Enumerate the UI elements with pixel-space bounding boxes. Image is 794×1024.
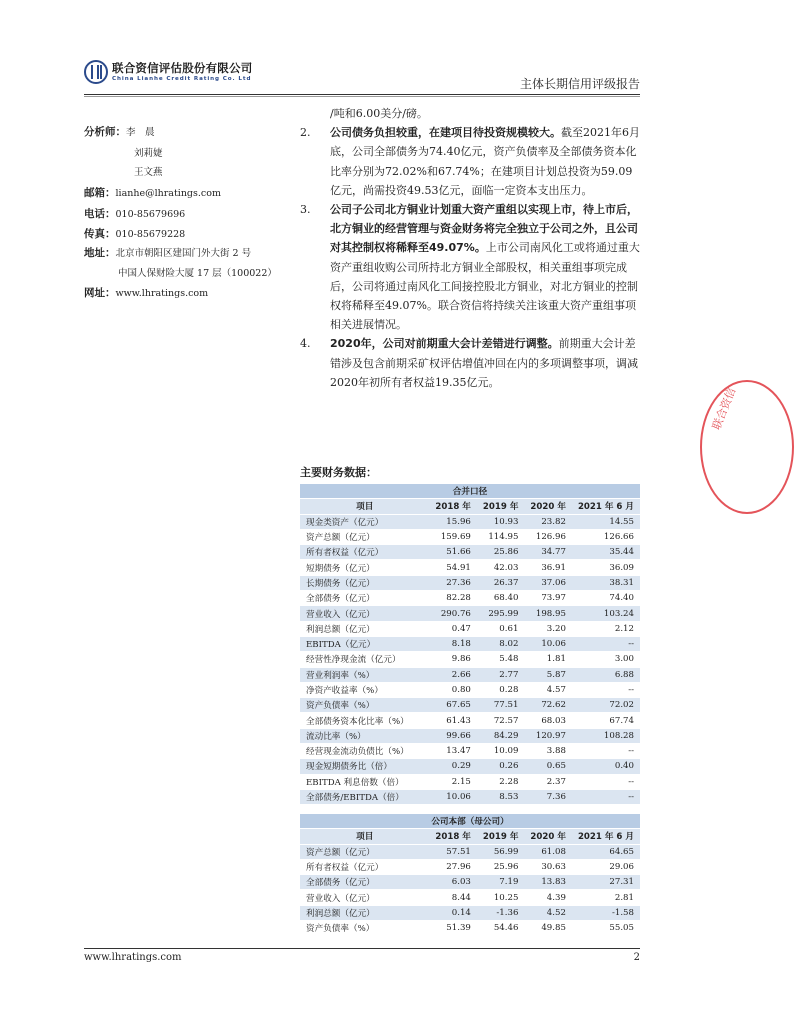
table-row — [300, 667, 640, 682]
row-label: 营业收入（亿元） — [300, 890, 429, 905]
row-label: 现金类资产（亿元） — [300, 514, 429, 529]
cell-value: 126.66 — [572, 529, 640, 544]
column-header: 2019 年 — [477, 499, 525, 514]
column-header: 项目 — [300, 829, 429, 844]
analyst-row-1 — [84, 124, 155, 139]
email-row — [84, 185, 221, 200]
row-label: 净资产收益率（%） — [300, 682, 429, 697]
cell-value: 25.96 — [477, 859, 525, 874]
item-number: 4. — [300, 337, 311, 351]
company-seal-stamp — [700, 380, 794, 514]
cell-value: 99.66 — [429, 728, 477, 743]
analyst-name: 王文燕 — [134, 167, 163, 178]
cell-value: 0.26 — [477, 759, 525, 774]
cell-value: 73.97 — [524, 591, 572, 606]
analyst-name: 刘莉婕 — [134, 148, 163, 159]
cell-value: -1.36 — [477, 905, 525, 920]
table-row — [300, 728, 640, 743]
table-row — [300, 905, 640, 920]
cell-value: 108.28 — [572, 728, 640, 743]
cell-value: 68.03 — [524, 713, 572, 728]
column-header: 2021 年 6 月 — [572, 829, 640, 844]
header-divider-thin — [84, 96, 640, 97]
continued-text: /吨和6.00美分/磅。 — [330, 107, 428, 120]
row-label: 全部债务（亿元） — [300, 875, 429, 890]
cell-value: 7.36 — [524, 789, 572, 804]
cell-value: 51.39 — [429, 921, 477, 936]
cell-value: 13.83 — [524, 875, 572, 890]
item-number: 3. — [300, 203, 311, 217]
cell-value: 30.63 — [524, 859, 572, 874]
footer-divider — [84, 948, 640, 949]
cell-value: 67.74 — [572, 713, 640, 728]
cell-value: 4.57 — [524, 682, 572, 697]
cell-value: 27.36 — [429, 575, 477, 590]
row-label: 流动比率（%） — [300, 728, 429, 743]
cell-value: 6.03 — [429, 875, 477, 890]
analyst-name: 李 晨 — [126, 127, 155, 138]
cell-value: -- — [572, 682, 640, 697]
email-link[interactable]: lianhe@lhratings.com — [115, 188, 221, 199]
cell-value: 15.96 — [429, 514, 477, 529]
cell-value: 3.00 — [572, 652, 640, 667]
cell-value: 0.65 — [524, 759, 572, 774]
analyst-label: 分析师： — [84, 126, 126, 138]
cell-value: 57.51 — [429, 844, 477, 859]
table-row — [300, 698, 640, 713]
cell-value: 2.81 — [572, 890, 640, 905]
cell-value: 0.14 — [429, 905, 477, 920]
cell-value: 68.40 — [477, 591, 525, 606]
cell-value: 0.47 — [429, 621, 477, 636]
company-name-en: China Lianhe Credit Rating Co. Ltd — [112, 76, 252, 82]
cell-value: 38.31 — [572, 575, 640, 590]
cell-value: 67.65 — [429, 698, 477, 713]
address-line-1: 北京市朝阳区建国门外大街 2 号 — [115, 248, 252, 259]
row-label: 资产负债率（%） — [300, 698, 429, 713]
cell-value: 2.37 — [524, 774, 572, 789]
table-row — [300, 682, 640, 697]
table-row — [300, 844, 640, 859]
cell-value: 103.24 — [572, 606, 640, 621]
risk-list — [300, 104, 640, 392]
row-label: 资产负债率（%） — [300, 921, 429, 936]
row-label: 短期债务（亿元） — [300, 560, 429, 575]
row-label: EBITDA 利息倍数（倍） — [300, 774, 429, 789]
cell-value: 5.48 — [477, 652, 525, 667]
row-label: 经营现金流动负债比（%） — [300, 744, 429, 759]
cell-value: 8.44 — [429, 890, 477, 905]
cell-value: 8.53 — [477, 789, 525, 804]
cell-value: 8.18 — [429, 636, 477, 651]
cell-value: 8.02 — [477, 636, 525, 651]
table-row — [300, 789, 640, 804]
page-number: 2 — [633, 952, 640, 963]
table-row — [300, 529, 640, 544]
cell-value: 55.05 — [572, 921, 640, 936]
item-number: 2. — [300, 126, 311, 140]
cell-value: 72.02 — [572, 698, 640, 713]
cell-value: 10.93 — [477, 514, 525, 529]
address-row — [84, 245, 251, 260]
cell-value: 3.88 — [524, 744, 572, 759]
company-logo-icon — [84, 60, 108, 84]
cell-value: 2.28 — [477, 774, 525, 789]
table-row — [300, 652, 640, 667]
cell-value: 0.40 — [572, 759, 640, 774]
column-header: 2021 年 6 月 — [572, 499, 640, 514]
cell-value: 36.91 — [524, 560, 572, 575]
cell-value: 10.06 — [524, 636, 572, 651]
row-label: 资产总额（亿元） — [300, 844, 429, 859]
table-row — [300, 591, 640, 606]
financial-data-title: 主要财务数据： — [300, 466, 377, 479]
consolidated-table — [300, 484, 640, 805]
row-label: 利润总额（亿元） — [300, 905, 429, 920]
cell-value: 14.55 — [572, 514, 640, 529]
cell-value: 61.08 — [524, 844, 572, 859]
cell-value: -- — [572, 789, 640, 804]
cell-value: 27.96 — [429, 859, 477, 874]
cell-value: 26.37 — [477, 575, 525, 590]
phone-row — [84, 206, 185, 221]
cell-value: 126.96 — [524, 529, 572, 544]
row-label: 资产总额（亿元） — [300, 529, 429, 544]
row-label: 所有者权益（亿元） — [300, 545, 429, 560]
row-label: EBITDA（亿元） — [300, 636, 429, 651]
table-row — [300, 545, 640, 560]
cell-value: 61.43 — [429, 713, 477, 728]
table-row — [300, 636, 640, 651]
cell-value: 72.57 — [477, 713, 525, 728]
table-row — [300, 606, 640, 621]
report-title: 主体长期信用评级报告 — [519, 77, 640, 91]
cell-value: 54.46 — [477, 921, 525, 936]
row-label: 营业利润率（%） — [300, 667, 429, 682]
cell-value: 84.29 — [477, 728, 525, 743]
row-label: 全部债务资本化比率（%） — [300, 713, 429, 728]
phone-label: 电话： — [84, 208, 116, 220]
item-text: 截至2021年6月底，公司全部债务为74.40亿元，资产负债率及全部债务资本化比率分别为72.02%和67.74%；在建项目计划总投资为59.09亿元，尚需投资49.53亿元，面临一定资本支出压力。 — [330, 126, 640, 197]
column-header: 项目 — [300, 499, 429, 514]
list-item — [300, 123, 640, 200]
column-header: 2020 年 — [524, 829, 572, 844]
cell-value: 23.82 — [524, 514, 572, 529]
row-label: 所有者权益（亿元） — [300, 859, 429, 874]
table-row — [300, 575, 640, 590]
column-header: 2018 年 — [429, 829, 477, 844]
cell-value: 7.19 — [477, 875, 525, 890]
table-row — [300, 621, 640, 636]
cell-value: 0.61 — [477, 621, 525, 636]
table-band-title: 公司本部（母公司） — [300, 814, 640, 829]
list-item — [300, 334, 640, 392]
cell-value: 2.15 — [429, 774, 477, 789]
cell-value: 77.51 — [477, 698, 525, 713]
cell-value: 54.91 — [429, 560, 477, 575]
table-row — [300, 713, 640, 728]
parent-company-table — [300, 814, 640, 936]
cell-value: 2.66 — [429, 667, 477, 682]
cell-value: 0.29 — [429, 759, 477, 774]
cell-value: 6.88 — [572, 667, 640, 682]
seal-text: 联合资信 — [709, 385, 739, 432]
cell-value: 0.28 — [477, 682, 525, 697]
cell-value: 27.31 — [572, 875, 640, 890]
cell-value: 25.86 — [477, 545, 525, 560]
address-line-2: 中国人保财险大厦 17 层（100022） — [118, 268, 277, 279]
table-row — [300, 514, 640, 529]
row-label: 经营性净现金流（亿元） — [300, 652, 429, 667]
cell-value: -- — [572, 774, 640, 789]
cell-value: 35.44 — [572, 545, 640, 560]
column-header: 2018 年 — [429, 499, 477, 514]
column-header: 2020 年 — [524, 499, 572, 514]
cell-value: -- — [572, 744, 640, 759]
cell-value: -1.58 — [572, 905, 640, 920]
cell-value: 49.85 — [524, 921, 572, 936]
cell-value: 2.12 — [572, 621, 640, 636]
row-label: 全部债务（亿元） — [300, 591, 429, 606]
cell-value: 114.95 — [477, 529, 525, 544]
row-label: 营业收入（亿元） — [300, 606, 429, 621]
cell-value: 295.99 — [477, 606, 525, 621]
cell-value: 34.77 — [524, 545, 572, 560]
cell-value: 120.97 — [524, 728, 572, 743]
company-name-cn: 联合资信评估股份有限公司 — [112, 61, 253, 75]
cell-value: 10.25 — [477, 890, 525, 905]
column-header: 2019 年 — [477, 829, 525, 844]
cell-value: 1.81 — [524, 652, 572, 667]
cell-value: 3.20 — [524, 621, 572, 636]
address-label: 地址： — [84, 247, 116, 259]
row-label: 利润总额（亿元） — [300, 621, 429, 636]
cell-value: 9.86 — [429, 652, 477, 667]
website-link[interactable]: www.lhratings.com — [115, 288, 209, 299]
cell-value: 64.65 — [572, 844, 640, 859]
email-label: 邮箱： — [84, 187, 116, 199]
cell-value: 198.95 — [524, 606, 572, 621]
cell-value: 290.76 — [429, 606, 477, 621]
cell-value: 42.03 — [477, 560, 525, 575]
table-row — [300, 560, 640, 575]
table-row — [300, 774, 640, 789]
item-text: 前期重大会计差错涉及包含前期采矿权评估增值冲回在内的多项调整事项，调减2020年初所有者权益19.35亿元。 — [330, 337, 638, 389]
address-row-2 — [118, 265, 277, 279]
cell-value: 51.66 — [429, 545, 477, 560]
cell-value: 10.06 — [429, 789, 477, 804]
cell-value: 29.06 — [572, 859, 640, 874]
table-band-title: 合并口径 — [300, 484, 640, 499]
phone-value: 010-85679696 — [115, 209, 186, 220]
analyst-row-3 — [134, 164, 163, 178]
table-row — [300, 875, 640, 890]
website-row — [84, 285, 208, 300]
cell-value: 4.52 — [524, 905, 572, 920]
cell-value: 159.69 — [429, 529, 477, 544]
item-heading: 公司子公司北方铜业计划重大资产重组以实现上市，待上市后，北方铜业的经营管理与资金财务将完全独立于公司之外，且公司对其控制权将稀释至49.07%。 — [330, 203, 638, 255]
row-label: 全部债务/EBITDA（倍） — [300, 789, 429, 804]
header-divider — [84, 94, 640, 95]
cell-value: 2.77 — [477, 667, 525, 682]
table-row — [300, 890, 640, 905]
cell-value: -- — [572, 636, 640, 651]
cell-value: 5.87 — [524, 667, 572, 682]
fax-row — [84, 226, 185, 241]
footer-url[interactable]: www.lhratings.com — [84, 952, 182, 963]
list-item — [300, 200, 640, 334]
cell-value: 10.09 — [477, 744, 525, 759]
row-label: 现金短期债务比（倍） — [300, 759, 429, 774]
cell-value: 56.99 — [477, 844, 525, 859]
cell-value: 37.06 — [524, 575, 572, 590]
cell-value: 36.09 — [572, 560, 640, 575]
cell-value: 13.47 — [429, 744, 477, 759]
item-heading: 公司债务负担较重，在建项目待投资规模较大。 — [330, 126, 561, 140]
cell-value: 82.28 — [429, 591, 477, 606]
row-label: 长期债务（亿元） — [300, 575, 429, 590]
table-row — [300, 859, 640, 874]
table-row — [300, 759, 640, 774]
fax-label: 传真： — [84, 228, 116, 240]
table-row — [300, 921, 640, 936]
table-row — [300, 744, 640, 759]
item-text: 上市公司南风化工或将通过重大资产重组收购公司所持北方铜业全部股权，相关重组事项完成后，公司将通过南风化工间接控股北方铜业，对北方铜业的控制权将稀释至49.07%。联合资信将持续关注该重大资产重组事项相关进展情况。 — [330, 241, 640, 332]
item-heading: 2020年，公司对前期重大会计差错进行调整。 — [330, 337, 559, 351]
cell-value: 72.62 — [524, 698, 572, 713]
cell-value: 0.80 — [429, 682, 477, 697]
fax-value: 010-85679228 — [115, 229, 186, 240]
cell-value: 4.39 — [524, 890, 572, 905]
website-label: 网址： — [84, 287, 116, 299]
analyst-row-2 — [134, 145, 163, 159]
cell-value: 74.40 — [572, 591, 640, 606]
